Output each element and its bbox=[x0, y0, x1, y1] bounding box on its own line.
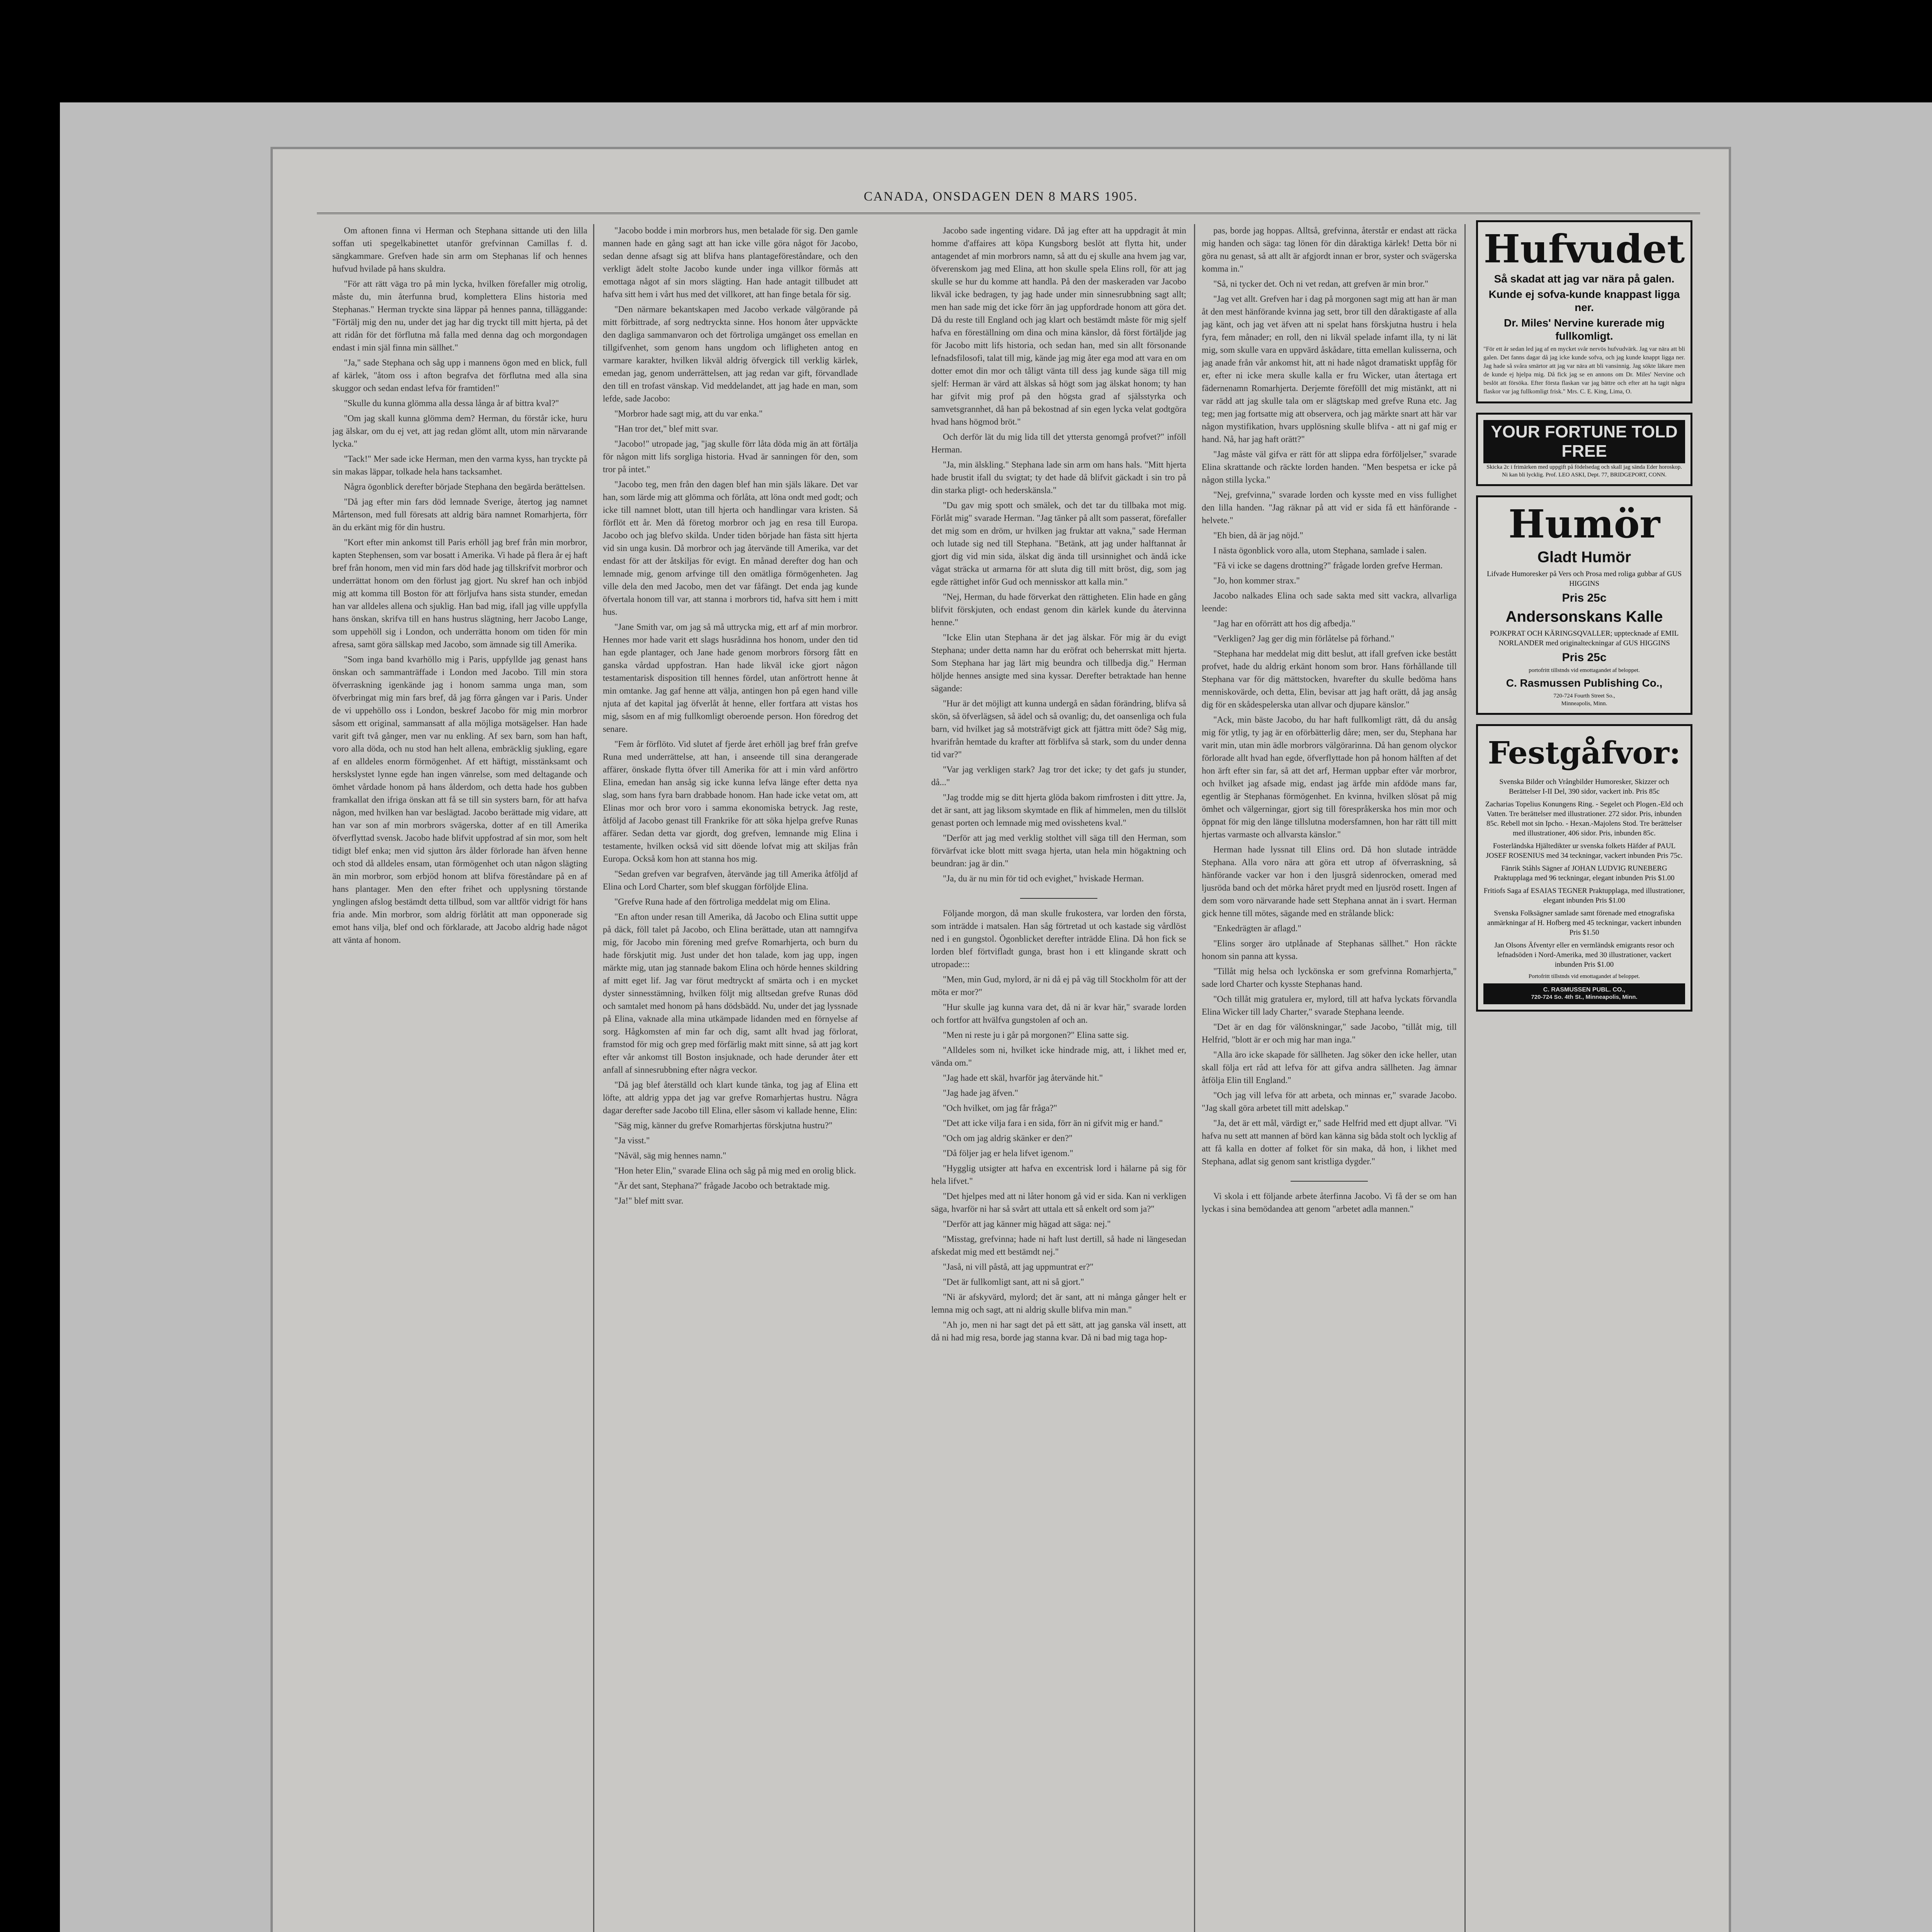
ad-body: "För ett år sedan led jag af en mycket svår nervös hufvudvärk. Jag var nära att bli galen. Det fanns dagar då jag icke kunde sofva, och jag kunde knappt ligga ner. Jag hade så svåra smärtor att jag var nära att bli vansinnig. Jag sökte läkare men de kunde ej hjelpa mig. Då fick jag se en annons om Dr. Miles' Nervine och beslöt att försöka. Efter första flaskan var jag bättre och efter att ha tagit några flaskor var jag fullkomligt frisk." Mrs. C. E. King, Lima, O. bbox=[1483, 346, 1685, 395]
paragraph: "Ja, du är nu min för tid och evighet," hviskade Herman. bbox=[943, 874, 1144, 883]
ad-subtitle: Gladt Humör bbox=[1537, 549, 1631, 566]
paragraph: "Och tillåt mig gratulera er, mylord, till att hafva lyckats förvandla Elina Wicker till lady Charter," svarade Stephana leende. bbox=[1202, 994, 1457, 1017]
ad-humor bbox=[1476, 495, 1692, 715]
paragraph: "Som inga band kvarhöllo mig i Paris, uppfyllde jag genast hans önskan och sammanträffade i London med Jacobo. Till min stora öfverraskning igenkände jag i honom samma unga man, som öfverbringat mig min fars bref, då jag förra gången var i Paris. Under de vi uppehöllo oss i London, beskref Jacobo för mig min morbror såsom ett original, sammansatt af alla möjliga motsägelser. Han hade varit gift två gånger, men var nu enkling. Af sex barn, som han haft, voro alla döda, och nu stod han helt allena, embräcklig sjukling, egare af en alldeles enorm förmögenhet. Af ett häftigt, misstänksamt och herskslystet lynne egde han ingen vänrelse, som med deltagande och ömhet vårdade honom på hans ålderdom, och detta hade hos gubben framkallat den ifriga önskan att få se till sin systers barn, för att hafva någon, med hvilken han var beslägtad. Jacobo berättade mig vidare, att han var son af min morbrors svägerska, dotter af en till Amerika öfverflyttad svensk. Jacobo hade blifvit uppfostrad af sin mor, som helt tidigt blef enka; men vid sjutton års ålder förlorade han äfven henne och stod då alldeles ensam, utan förmögenhet och utan någon slägting än min morbror, som erbjöd honom att blifva föreståndare på en af hans plantager. Men den efter frihet och upplysning törstande ynglingen afslog bestämdt detta tillbud, som var alltför vidrigt för hans fria ande. Min morbror, som aldrig förlåtit att man opponerade sig emot hans vilja, blef ond och förklarade, att Jacobo aldrig hade något att vänta af honom. bbox=[332, 655, 587, 945]
ad-item: Fänrik Ståhls Sägner af JOHAN LUDVIG RUNEBERG Praktupplaga med 96 teckningar, elegant inbunden Pris $1.00 bbox=[1494, 864, 1675, 882]
paragraph: pas, borde jag hoppas. Alltså, grefvinna, återstår er endast att räcka mig handen och säga: tag lönen för din dåraktiga kärlek! Detta bör ni göra nu genast, så att allt är afgjordt innan er bror, syster och svägerska komma in." bbox=[1202, 226, 1457, 274]
article-column-1 bbox=[332, 224, 587, 1932]
paragraph: "Alla äro icke skapade för sällheten. Jag söker den icke heller, utan skall följa ert råd att lefva för att gifva andra sällheten. Jag ämnar åtfölja Elin till England." bbox=[1202, 1050, 1457, 1085]
paragraph: "Misstag, grefvinna; hade ni haft lust dertill, så hade ni längesedan afskedat mig med ett bestämdt nej." bbox=[931, 1234, 1186, 1257]
ad-body: Skicka 2c i frimärken med uppgift på födelsedag och skall jag sända Eder horoskop. Ni kan bli lycklig. Prof. LEO ASKI, Dept. 77, BRIDGEPORT, CONN. bbox=[1486, 464, 1682, 478]
paragraph: "Sedan grefven var begrafven, återvände jag till Amerika åtföljd af Elina och Lord Charter, som blef skuggan förföljde Elina. bbox=[603, 869, 858, 891]
paragraph: "Derför att jag med verklig stolthet vill säga till den Herman, som förvärfvat icke blott mitt svaga hjerta, utan hela min högaktning och beundran: jag är din." bbox=[931, 833, 1186, 868]
paragraph: Jacobo sade ingenting vidare. Då jag efter att ha uppdragit åt min homme d'affaires att köpa Kungsborg beslöt att flytta hit, under antagendet af min morbrors namn, så att du ej skulle ana hvem jag var, öfverenskom jag med Elina, att hon skulle spela Elins roll, för att jag skulle se hur du komme att handla. På den der maskeraden var Jacobo likväl icke bedragen, ty jag hade under min sinnesrubbning sagt allt; men han sade mig det icke förr än jag uppfordrade honom att göra det. Då du reste till England och jag klart och bestämdt måste för mig sjelf hafva en föreställning om dina och mina känslor, då först förtäljde jag för Jacobo mitt lifs historia, och sedan han, med sin allt försonande lefnadsfilosofi, talat till mig, kände jag mig åter ega mod att vara en om dotter emot din mor och tåligt vänta till dess jag kunde säga till mig sjelf: Herman är värd att älskas så högt som jag älskat honom; ty han har gifvit mig prof på den högsta grad af själsstyrka och samvetsgrannhet, då han på bekostnad af sin egen lycka velat godtgöra hvad hans högmod bröt." bbox=[931, 226, 1186, 427]
ad-line: Kunde ej sofva-kunde knappast ligga ner. bbox=[1488, 288, 1680, 313]
ad-festgafvor bbox=[1476, 724, 1692, 1012]
paragraph: "Nåväl, säg mig hennes namn." bbox=[614, 1151, 726, 1160]
ad-title: Festgåfvor: bbox=[1488, 735, 1681, 771]
ad-title: YOUR FORTUNE TOLD FREE bbox=[1483, 420, 1685, 463]
paragraph: "Ja visst." bbox=[614, 1136, 650, 1145]
ad-item: Svenska Folksägner samlade samt förenade med etnografiska anmärkningar af H. Hofberg med 45 teckningar, vackert inbunden Pris $1.50 bbox=[1487, 909, 1682, 937]
ad-note: portofritt tillstnds vid emottagandet af beloppet. bbox=[1529, 667, 1640, 673]
paragraph: "Då jag efter min fars död lemnade Sverige, återtog jag namnet Mårtenson, med full föresats att aldrig bära namnet Romarhjerta, förr än du erkänt mig för din hustru. bbox=[332, 497, 587, 532]
paragraph: "Det att icke vilja fara i en sida, förr än ni gifvit mig er hand." bbox=[943, 1118, 1163, 1128]
paragraph: "Verkligen? Jag ger dig min förlåtelse på förhand." bbox=[1213, 634, 1395, 643]
paragraph: "Om jag skall kunna glömma dem? Herman, du förstår icke, huru jag älskar, om du ej vet, att jag redan glömt allt, utom min närvarande lycka." bbox=[332, 413, 587, 449]
ad-price: Pris 25c bbox=[1562, 651, 1607, 664]
paragraph: "En afton under resan till Amerika, då Jacobo och Elina suttit uppe på däck, föll talet på Jacobo, och Elina berättade, utan att namngifva mig, för Jacobo min förening med grefve Romarhjerta, och burn du hade förskjutit mig. Just under det hon talade, kom jag upp, ingen märkte mig, utan jag stannade bakom Elina och hörde hennes skildring af mitt eget lif. Jag var förut medtryckt af smärta och i en mycket dyster sinnesstämning, hvilken följt mig alltsedan grefve Runas död och samtalet med honom på hans dödsbädd. Nu, under det jag lyssnade på Elina, vaknade alla mina utkämpade lidanden med en förnyelse af sorg. Hågkomsten af min far och dig, samt allt hvad jag förlorat, framstod för mig och grep med förfärlig makt mitt sinne, så att jag kort efter vår ankomst till Boston insjuknade, och hade derunder åter ett anfall af sinnesrubbning efter några veckor. bbox=[603, 912, 858, 1075]
ad-address: 720-724 So. 4th St., Minneapolis, Minn. bbox=[1531, 994, 1638, 1000]
paragraph: "Så, ni tycker det. Och ni vet redan, att grefven är min bror." bbox=[1213, 279, 1429, 289]
paragraph: "Och om jag aldrig skänker er den?" bbox=[943, 1133, 1073, 1143]
paragraph: "Nej, grefvinna," svarade lorden och kysste med en viss fullighet den lilla handen. "Jag räknar på att vid er sida få ett hänförande - helvete." bbox=[1202, 490, 1457, 525]
paragraph: "Det är en dag för välönskningar," sade Jacobo, "tillåt mig, till Helfrid, "blott är er och mig har man inga." bbox=[1202, 1022, 1457, 1044]
paragraph: "Jacobo teg, men från den dagen blef han min själs läkare. Det var han, som lärde mig att glömma och förlåta, att löna ondt med godt; och icke till namnet blott, utan till hjerta och handlingar vara kristen. Så förflöt ett år. Men då företog morbror och jag en resa till Europa. Jacobo och jag blefvo skilda. Under tiden började han fästa sitt hjerta vid sin unga kusin. Då morbror och jag återvände till Amerika, var det endast för att der åtskiljas för evigt. En månad derefter dog han och lemnade mig, genom arfvinge till den omätliga förmögenheten. Jag ville dela den med Jacobo, men det var fåfängt. Det enda jag kunde öfvertala honom till var, att stanna i morbrors tid, hafva sitt hem i mitt hus. bbox=[603, 480, 858, 617]
paragraph: I nästa ögonblick voro alla, utom Stephana, samlade i salen. bbox=[1213, 546, 1427, 555]
paragraph: "Jag trodde mig se ditt hjerta glöda bakom rimfrosten i ditt yttre. Ja, det är sant, att jag liksom skymtade en flik af himmelen, men du tillslöt genast porten och lemnade mig med ovisshetens kval." bbox=[931, 793, 1186, 828]
paragraph: "Hur är det möjligt att kunna undergå en sådan förändring, blifva så skön, så öfverlägsen, så ädel och så ovanlig; du, det oansenliga och fula barn, vid hvilket jag så motsträfvigt gick att fjättra mitt öde? Såg mig, hvarifrån hemtade du krafter att förblifva så stark, som du under denna tid var?" bbox=[931, 699, 1186, 759]
paragraph: "Ack, min bäste Jacobo, du har haft fullkomligt rätt, då du ansåg mig för ytlig, ty jag är en oförbätterlig dåre; men, ser du, Stephana har varit min, utan min ädle morbrors välgörarinna. Då han genom olyckor förlorade allt hvad han egde, öfverflyttade hon på honom hälften af det hon ärft efter sin far, så att det arf, Herman uppbar efter vår morbror, och hvilket jag afsade mig, endast jag ärfde min afdöde mans far, egentlig är Stephanas förmögenhet. En kvinna, hvilken slösat på mig ömhet och välgerningar, gjort sig till förespråkerska hos min mor och öppnat för mig den länge tillslutna modersfamnen, hon har rätt till mitt hjertas varmaste och allvarsta känslor." bbox=[1202, 715, 1457, 839]
paragraph: "Få vi icke se dagens drottning?" frågade lorden grefve Herman. bbox=[1213, 561, 1443, 570]
ad-price: Pris 25c bbox=[1562, 592, 1607, 604]
paragraph: "Men ni reste ju i går på morgonen?" Elina satte sig. bbox=[943, 1030, 1129, 1040]
paragraph: "Det hjelpes med att ni låter honom gå vid er sida. Kan ni verkligen säga, hvarför ni har så svårt att uttala ett så enkelt ord som ja?" bbox=[931, 1191, 1186, 1214]
paragraph: "Jag hade jag äfven." bbox=[943, 1088, 1019, 1098]
ad-note: Portofritt tillstnds vid emottagandet af beloppet. bbox=[1528, 973, 1640, 980]
ad-item: Svenska Bilder och Vrångbilder Humoresker, Skizzer och Berättelser I-II Del, 390 sidor, vackert inb. Pris 85c bbox=[1499, 778, 1669, 796]
paragraph: "För att rätt väga tro på min lycka, hvilken förefaller mig otrolig, måste du, min återfunna brud, komplettera Elins historia med Stephanas." Herman tryckte sina läppar på hennes panna, tilläggande: "Förtälj mig den nu, under det jag har dig tryckt till mitt hjerta, på det att ridån för det förflutna må falla med denna dag och morgondagen endast i min själ finna min sällhet." bbox=[332, 279, 587, 352]
paragraph: "Är det sant, Stephana?" frågade Jacobo och betraktade mig. bbox=[614, 1181, 830, 1190]
paragraph: Några ögonblick derefter började Stephana den begärda berättelsen. bbox=[344, 482, 585, 492]
paragraph: "Jaså, ni vill påstå, att jag uppmuntrat er?" bbox=[943, 1262, 1094, 1272]
paragraph: "Fem år förflöto. Vid slutet af fjerde året erhöll jag bref från grefve Runa med underrättelse, att han, i anseende till sina derangerade affärer, önskade flytta öfver till Amerika för att i min vård anförtro Elina, emedan han ansåg sig icke kunna lefva länge efter detta nya slag, som hans fyra barn drabbade honom. Han hade icke vetat om, att Elinas mor och bror voro i samma ekonomiska betryck. Jag reste, åtföljd af Jacobo genast till Frankrike för att söka hjelpa grefve Runas affärer. Sedan detta var gjordt, dog grefven, lemnande mig Elina i testamente, hvilken också vid sitt döende lofvat mig att skiljas från Europa. Också kom hon att stanna hos mig. bbox=[603, 739, 858, 864]
paragraph: "Grefve Runa hade af den förtroliga meddelat mig om Elina. bbox=[614, 897, 830, 906]
paragraph: "Morbror hade sagt mig, att du var enka." bbox=[614, 409, 763, 418]
page-header: CANADA, ONSDAGEN DEN 8 MARS 1905. bbox=[864, 189, 1138, 204]
paragraph: "Jag hade ett skäl, hvarför jag återvände hit." bbox=[943, 1073, 1103, 1083]
paragraph: "Men, min Gud, mylord, är ni då ej på väg till Stockholm för att der möta er mor?" bbox=[931, 975, 1186, 997]
ad-item: Fritiofs Saga af ESAIAS TEGNER Praktupplaga, med illustrationer, elegant inbunden Pris $1.00 bbox=[1483, 887, 1685, 905]
paragraph: "Då följer jag er hela lifvet igenom." bbox=[943, 1148, 1073, 1158]
paragraph: "Jacobo!" utropade jag, "jag skulle förr låta döda mig än att förtälja för någon mitt lifs sorgliga historia. Hvad är sanningen för den, som tror på intet." bbox=[603, 439, 858, 474]
paragraph: "Det är fullkomligt sant, att ni så gjort." bbox=[943, 1277, 1084, 1287]
paragraph: Vi skola i ett följande arbete återfinna Jacobo. Vi få der se om han lyckas i sina bemödandea att genom "arbetet adla mannen." bbox=[1202, 1191, 1457, 1214]
paragraph: "Tillåt mig helsa och lyckönska er som grefvinna Romarhjerta," sade lord Charter och kysste Stephanas hand. bbox=[1202, 966, 1457, 989]
ad-item: Zacharias Topelius Konungens Ring. - Segelet och Plogen.-Eld och Vatten. Tre berättelser med illustrationer. 272 sidor. Pris, inbunden 85c. Rebell mot sin Ipcho. - Hexan.-Majolens Stod. Tre berättelser med illustrationer, 406 sidor. Pris, inbunden 85c. bbox=[1485, 800, 1684, 837]
paragraph: "Ja!" blef mitt svar. bbox=[614, 1196, 684, 1206]
paragraph: "Icke Elin utan Stephana är det jag älskar. För mig är du evigt Stephana; under detta namn har du eröfrat och beherrskat mitt hjerta. Som Stephana har jag lärt mig beundra och tillbedja dig." Herman höljde hennes ansigte med sina kyssar. Derefter betraktade han henne sägande: bbox=[931, 633, 1186, 693]
paragraph: Följande morgon, då man skulle frukostera, var lorden den första, som inträdde i matsalen. Han såg förtretad ut och kastade sig vårdlöst ned i en gungstol. Ögonblicket derefter inträdde Elina. Då hon fick se lorden blef förtvifladt gunga, brast hon i ett klingande skratt och utropade::: bbox=[931, 908, 1186, 969]
ad-publisher: C. Rasmussen Publishing Co., bbox=[1506, 677, 1663, 689]
ad-desc: POJKPRAT OCH KÄRINGSQVALLER; upptecknade af EMIL NORLANDER med originalteckningar af GUS HIGGINS bbox=[1490, 629, 1679, 647]
ad-publisher: C. RASMUSSEN PUBL. CO., bbox=[1543, 986, 1626, 993]
paragraph: "Jag måste väl gifva er rätt för att slippa edra förföljelser," svarade Elina skrattande och räckte lorden handen. "Men bespetsa er icke på någon stilla lycka." bbox=[1202, 449, 1457, 485]
ad-title: Hufvudet bbox=[1483, 226, 1685, 272]
paragraph: "Elins sorger äro utplånade af Stephanas sällhet." Hon räckte honom sin panna att kyssa. bbox=[1202, 939, 1457, 961]
section-separator bbox=[1202, 1172, 1457, 1185]
paragraph: "Var jag verkligen stark? Jag tror det icke; ty det gafs ju stunder, då..." bbox=[931, 765, 1186, 787]
paragraph: "Han tror det," blef mitt svar. bbox=[614, 424, 718, 434]
column-divider bbox=[1464, 224, 1466, 1932]
ad-item: Jan Olsons Äfventyr eller en vermländsk emigrants resor och lefnadsöden i Nord-Amerika, med 30 illustrationer, vackert inbunden Pris $1.00 bbox=[1494, 941, 1674, 969]
paragraph: "Nej, Herman, du hade förverkat den rättigheten. Elin hade en gång blifvit förskjuten, och endast genom din kärlek kunde du återvinna henne." bbox=[931, 592, 1186, 627]
paragraph: "Stephana har meddelat mig ditt beslut, att ifall grefven icke bestått profvet, hade du aldrig erkänt honom som bror. Hans förhållande till Stephana var för dig mättstocken, hvarefter du skulle bedöma hans menniskovärde, och detta, Elin, bevisar att jag haft orätt, då jag ansåg dig för en skådespelerska utan allvar och djupare känslor." bbox=[1202, 649, 1457, 709]
article-column-3 bbox=[931, 224, 1186, 1932]
paragraph: "Tack!" Mer sade icke Herman, men den varma kyss, han tryckte på sin makas läppar, tolkade hela hans tacksamhet. bbox=[332, 454, 587, 476]
paragraph: "Jag har en oförrätt att hos dig afbedja." bbox=[1213, 619, 1355, 628]
ad-desc: Lifvade Humoresker på Vers och Prosa med roliga gubbar af GUS HIGGINS bbox=[1486, 570, 1682, 588]
column-divider bbox=[1194, 224, 1195, 1932]
ad-hufvudet bbox=[1476, 220, 1692, 403]
article-column-2 bbox=[603, 224, 858, 1932]
paragraph: Och derför lät du mig lida till det yttersta genomgå profvet?" inföll Herman. bbox=[931, 432, 1186, 454]
paragraph: Herman hade lyssnat till Elins ord. Då hon slutade inträdde Stephana. Alla voro nära att göra ett utrop af öfverraskning, så hänförande vacker var hon i den ljusgrå sidenrocken, omerad med ljusröda band och det mörka håret prydt med en ljusröd rosett. Ingen af dem som voro närvarande hade sett Stephana annat än i svart. Herman gick henne till mötes, sägande med en strålande blick: bbox=[1202, 845, 1457, 918]
paragraph: "Och hvilket, om jag får fråga?" bbox=[943, 1103, 1057, 1113]
paragraph: "Ah jo, men ni har sagt det på ett sätt, att jag ganska väl insett, att då ni had mig resa, borde jag stanna kvar. Då ni bad mig taga hop- bbox=[931, 1320, 1186, 1342]
paragraph: "Ja," sade Stephana och såg upp i mannens ögon med en blick, full af kärlek, "åtom oss i afton begrafva det förflutna med alla sina skuggor och sedan endast lefva för framtiden!" bbox=[332, 358, 587, 393]
paragraph: "Ja, det är ett mål, värdigt er," sade Helfrid med ett djupt allvar. "Vi hafva nu sett att mannen af börd kan känna sig båda stolt och lycklig af att få kalla en dotter af folket för sin maka, då hon, i likhet med Stephana, adlat sig genom sant kristliga dygder." bbox=[1202, 1118, 1457, 1166]
header-rule bbox=[317, 213, 1700, 214]
paragraph: "Enkedrägten är aflagd." bbox=[1213, 923, 1301, 933]
ad-city: Minneapolis, Minn. bbox=[1561, 701, 1607, 707]
paragraph: "Jacobo bodde i min morbrors hus, men betalade för sig. Den gamle mannen hade en gång sagt att han icke ville göra något för Jacobo, sedan denne afsagt sig att blifva hans plantageföreståndare, och den verkligt ädelt stolte Jacobo kunde under inga villkor förmås att emottaga något af sin mors slägting. Han hade antagit tillbudet att hafva sitt hem i vårt hus med det villkoret, att han finge betala för sig. bbox=[603, 226, 858, 299]
paragraph: "Hygglig utsigter att hafva en excentrisk lord i hälarne på sig för hela lifvet." bbox=[931, 1163, 1186, 1186]
paragraph: "Den närmare bekantskapen med Jacobo verkade välgörande på mitt förbittrade, af sorg nedtryckta sinne. Hos honom åter uppväckte den dagliga sammanvaron och det förtroliga umgänget oss emellan en tillgifvenhet, som genom hans ungdom och lifligheten antog en varmare karakter, hvilken likväl aldrig öfvergick till verklig kärlek, emedan jag, genom underrättelsen, att jag redan var gift, förvandlade den till en trofast vänskap. Vid meddelandet, att jag hade en man, som lefde, sade Jacobo: bbox=[603, 304, 858, 403]
advertisement-column bbox=[1476, 220, 1692, 1021]
paragraph: "Hur skulle jag kunna vara det, då ni är kvar här," svarade lorden och fortfor att hvälfva gungstolen af och an. bbox=[931, 1002, 1186, 1025]
ad-item: Fosterländska Hjältedikter ur svenska folkets Häfder af PAUL JOSEF ROSENIUS med 34 teckningar, vackert inbunden Pris 75c. bbox=[1486, 842, 1683, 860]
paragraph: "Alldeles som ni, hvilket icke hindrade mig, att, i likhet med er, vända om." bbox=[931, 1045, 1186, 1068]
paragraph: Om aftonen finna vi Herman och Stephana sittande uti den lilla soffan uti spegelkabinettet utanför grefvinnan Camillas f. d. sängkammare. Grefven hade sin arm om Stephanas lif och hennes hufvud hvilade på hans skuldra. bbox=[332, 226, 587, 274]
column-divider bbox=[593, 224, 594, 1932]
paragraph: Jacobo nalkades Elina och sade sakta med sitt vackra, allvarliga leende: bbox=[1202, 591, 1457, 613]
ad-fortune bbox=[1476, 413, 1692, 486]
section-separator bbox=[931, 889, 1186, 902]
paragraph: "Jo, hon kommer strax." bbox=[1213, 576, 1300, 585]
ad-title: Humör bbox=[1508, 501, 1660, 547]
paragraph: "Ni är afskyvärd, mylord; det är sant, att ni många gånger helt er lemna mig och sagt, att ni aldrig skulle blifva min man." bbox=[931, 1292, 1186, 1315]
newspaper-page bbox=[270, 147, 1731, 1932]
paragraph: "Jane Smith var, om jag så må uttrycka mig, ett arf af min morbror. Hennes mor hade varit ett slags husrådinna hos honom, under den tid han egde plantager, och Jane hade genom morbrors försorg fått en ganska vårdad uppfostran. Han hade likväl icke gjort någon testamentarisk disposition till hennes fördel, utan anförtrott henne åt min omtanke. Jag gaf henne att välja, antingen hon på egen hand ville njuta af det kapital jag öfverlåt åt henne, eller fortfara att vistas hos mig, såsom en af mig fullkomligt oberoende person. Hon föredrog det senare. bbox=[603, 622, 858, 734]
paragraph: "Då jag blef återställd och klart kunde tänka, tog jag af Elina ett löfte, att aldrig yppa det jag var grefve Romarhjertas hustru. Några dagar derefter sade Jacobo till Elina, eller såsom vi kallade henne, Elin: bbox=[603, 1080, 858, 1115]
paragraph: "Säg mig, känner du grefve Romarhjertas förskjutna hustru?" bbox=[614, 1121, 833, 1130]
paragraph: "Derför att jag känner mig hägad att säga: nej." bbox=[943, 1219, 1111, 1229]
paragraph: "Du gav mig spott och smälek, och det tar du tillbaka mot mig. Förlåt mig" svarade Herman. "Jag tänker på allt som passerat, förefaller det mig som en dröm, ur hvilken jag fruktar att vakna," sade Herman och lutade sig ned till Stephana. "Betänk, att jag under halftannat år gjort dig vid min sida, älskat dig ända till ursinnighet och ändå icke vågat sträcka ut armarna för att sluta dig till mitt bröst, dig, som jag egde rättighet inför Gud och mennisskor att kalla min." bbox=[931, 500, 1186, 587]
ad-line: Så skadat att jag var nära på galen. bbox=[1494, 273, 1675, 285]
paragraph: "Jag vet allt. Grefven har i dag på morgonen sagt mig att han är man åt den mest hänförande kvinna jag sett, bror till den dåraktigaste af alla jag känt, och jag vet äfven att ni spelat hans förskjutna hustru i hela fyra, fem månader; en roll, den ni likväl spelade infamt illa, ty ni lät mig, som skulle vara en uppvärd åskådare, titta emellan kulisserna, och jag anade från vår ankomst hit, att ni hade något dramatiskt uppfåg för er, efter ni icke mera skulle kalla er fru Wicker, utan återtaga ert fädernenamn Romarhjerta. Derjemte förefölll det mig mistänkt, att ni var rädd att jag skulle tala om er slägtskap med grefve Runa etc. Jag teg; men jag fortsatte mig att observera, och jag märkte snart att här var någon mystifikation, hvars upplösning skulle blifva - att ni gaf mig er hand. Nå, har jag haft orätt?" bbox=[1202, 294, 1457, 444]
ad-subtitle: Andersonskans Kalle bbox=[1505, 608, 1663, 625]
ad-address: 720-724 Fourth Street So., bbox=[1553, 693, 1615, 699]
paragraph: "Kort efter min ankomst till Paris erhöll jag bref från min morbror, kapten Stephensen, som var bosatt i Amerika. Vi hade på flera år ej haft bref från honom, men vid min fars död hade jag tillskrifvit morbror och underrättat honom om den förlust jag gjort. Nu skref han och inbjöd mig att komma till Boston för att förljufva hans sista stunder, emedan han var alldeles allena och sjuklig. Han bad mig, ifall jag ville uppfylla hans önskan, skrifva till en hans hustrus slägtning, herr Jacobo Lange, som uppehöll sig i London, och underrätta honom om tiden för min afresa, samt göra sällskap med Jacobo, som ämnade sig till Amerika. bbox=[332, 537, 587, 649]
paragraph: "Eh bien, då är jag nöjd." bbox=[1213, 531, 1303, 540]
article-column-4 bbox=[1202, 224, 1457, 1932]
paragraph: "Ja, min älskling." Stephana lade sin arm om hans hals. "Mitt hjerta hade brustit ifall du svigtat; ty det hade då blifvit gäckadt i sin tro på din starka pligt- och hederskänsla." bbox=[931, 460, 1186, 495]
paragraph: "Skulle du kunna glömma alla dessa långa år af bittra kval?" bbox=[344, 398, 559, 408]
ad-line: Dr. Miles' Nervine kurerade mig fullkomligt. bbox=[1504, 317, 1665, 342]
paragraph: "Och jag vill lefva för att arbeta, och minnas er," svarade Jacobo. "Jag skall göra arbetet till mitt adelskap." bbox=[1202, 1090, 1457, 1113]
paragraph: "Hon heter Elin," svarade Elina och såg på mig med en orolig blick. bbox=[614, 1166, 856, 1175]
